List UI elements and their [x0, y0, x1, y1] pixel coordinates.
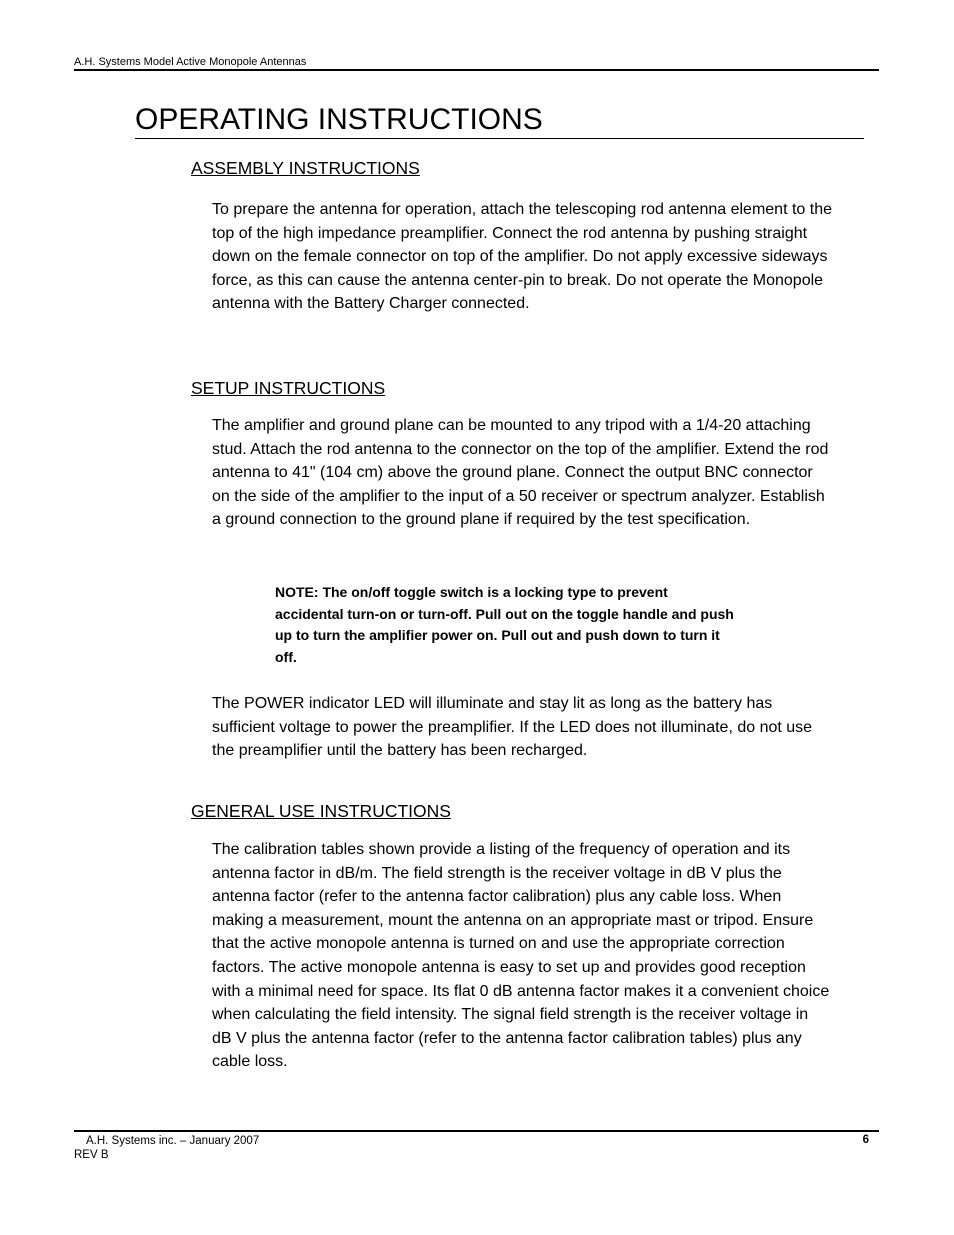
page-number: 6	[862, 1134, 869, 1146]
page-title: OPERATING INSTRUCTIONS	[135, 103, 864, 139]
setup-heading: SETUP INSTRUCTIONS	[191, 378, 386, 398]
setup-paragraph: The amplifier and ground plane can be mounted to any tripod with a 1/4-20 attaching stud. Attach the rod antenna to the connector on the top of the amplifier. Extend the rod antenna to 41" (104 cm) above the ground plane. Connect the output BNC connector on the side of the amplifier to the input of a 50 receiver or spectrum analyzer. Establish a ground connection to the ground plane if required by the test specification.	[212, 417, 829, 529]
assembly-heading: ASSEMBLY INSTRUCTIONS	[191, 158, 420, 178]
header-title: A.H. Systems Model Active Monopole Antennas	[74, 56, 307, 68]
power-led-paragraph: The POWER indicator LED will illuminate and stay lit as long as the battery has sufficient voltage to power the preamplifier. If the LED does not illuminate, do not use the preamplifier until the battery has been recharged.	[212, 695, 813, 760]
general-use-paragraph: The calibration tables shown provide a listing of the frequency of operation and its antenna factor in dB/m. The field strength is the receiver voltage in dB V plus the antenna factor (refer to the antenna factor calibration) plus any cable loss. When making a measurement, mount the antenna on an appropriate mast or tripod. Ensure that the active monopole antenna is turned on and use the appropriate correction factors. The active monopole antenna is easy to set up and provides good reception with a minimal need for space. Its flat 0 dB antenna factor makes it a convenient choice when calculating the field intensity. The signal field strength is the receiver voltage in dB V plus the antenna factor (refer to the antenna factor calibration tables) plus any cable loss.	[212, 841, 830, 1071]
page-footer	[74, 1130, 879, 1161]
note-text: NOTE: The on/off toggle switch is a locking type to prevent accidental turn-on or turn-off. Pull out on the toggle handle and push up to turn the amplifier power on. Pull out and push down to turn it off.	[275, 584, 734, 665]
general-use-heading: GENERAL USE INSTRUCTIONS	[191, 801, 451, 821]
footer-company-date: A.H. Systems inc. – January 2007	[86, 1135, 260, 1147]
page-header	[74, 55, 879, 71]
footer-revision: REV B	[74, 1149, 109, 1161]
assembly-paragraph: To prepare the antenna for operation, attach the telescoping rod antenna element to the top of the high impedance preamplifier. Connect the rod antenna by pushing straight down on the female connector on top of the amplifier. Do not apply excessive sideways force, as this can cause the antenna center-pin to break. Do not operate the Monopole antenna with the Battery Charger connected.	[212, 201, 832, 313]
